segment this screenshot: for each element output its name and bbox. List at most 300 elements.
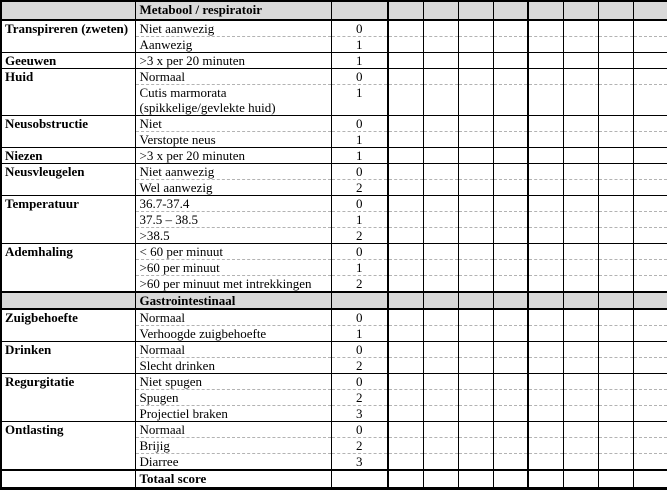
score-entry-cell: [563, 454, 598, 471]
score-entry-cell: [388, 454, 423, 471]
criterion-row: [1, 244, 667, 260]
criterion-score-value: 2: [331, 180, 388, 196]
score-entry-cell: [598, 390, 633, 406]
score-entry-cell: [388, 326, 423, 342]
score-entry-cell: [598, 20, 633, 37]
score-entry-cell: [423, 69, 458, 85]
score-entry-cell: [598, 438, 633, 454]
score-entry-cell: [633, 69, 667, 85]
score-entry-cell: [528, 20, 563, 37]
criterion-description: 36.7-37.4: [135, 196, 331, 212]
section-header-score-cell: [331, 1, 388, 20]
score-entry-cell: [633, 276, 667, 293]
section-header-title: Gastrointestinaal: [135, 292, 331, 309]
score-table-body: [1, 1, 667, 488]
score-entry-cell: [388, 390, 423, 406]
score-entry-cell: [458, 358, 493, 374]
score-entry-cell: [563, 228, 598, 244]
score-entry-cell: [423, 20, 458, 37]
score-entry-cell: [598, 454, 633, 471]
score-entry-cell: [493, 148, 528, 164]
criterion-score-value: 0: [331, 164, 388, 180]
score-entry-cell: [423, 276, 458, 293]
score-entry-cell: [493, 374, 528, 390]
score-entry-cell: [458, 85, 493, 116]
score-entry-cell: [458, 53, 493, 69]
criterion-row: [1, 342, 667, 358]
score-entry-cell: [388, 422, 423, 438]
score-entry-cell: [458, 69, 493, 85]
criterion-row: [1, 422, 667, 438]
score-entry-cell: [458, 116, 493, 132]
criterion-score-value: 3: [331, 406, 388, 422]
total-entry-cell: [528, 470, 563, 488]
score-entry-cell: [493, 244, 528, 260]
score-entry-cell: [423, 53, 458, 69]
score-entry-cell: [493, 260, 528, 276]
criterion-score-value: 1: [331, 85, 388, 116]
score-entry-cell: [458, 276, 493, 293]
score-entry-cell: [598, 326, 633, 342]
criterion-score-value: 0: [331, 116, 388, 132]
score-entry-cell: [633, 228, 667, 244]
score-entry-cell: [388, 85, 423, 116]
score-entry-cell: [633, 212, 667, 228]
criterion-score-value: 1: [331, 37, 388, 53]
score-entry-cell: [598, 196, 633, 212]
criterion-description: Brijig: [135, 438, 331, 454]
section-header-entry-cell: [423, 1, 458, 20]
score-entry-cell: [598, 244, 633, 260]
criterion-description: Normaal: [135, 342, 331, 358]
score-entry-cell: [493, 228, 528, 244]
score-entry-cell: [633, 358, 667, 374]
score-entry-cell: [528, 85, 563, 116]
section-header-entry-cell: [388, 1, 423, 20]
criterion-row: [1, 148, 667, 164]
criterion-row: [1, 53, 667, 69]
criterion-description: Slecht drinken: [135, 358, 331, 374]
score-entry-cell: [493, 326, 528, 342]
score-entry-cell: [633, 374, 667, 390]
score-entry-cell: [633, 132, 667, 148]
score-entry-cell: [633, 148, 667, 164]
score-entry-cell: [423, 454, 458, 471]
score-entry-cell: [423, 228, 458, 244]
criterion-label: Zuigbehoefte: [1, 309, 135, 342]
criterion-description: Diarree: [135, 454, 331, 471]
score-entry-cell: [458, 422, 493, 438]
total-entry-cell: [458, 470, 493, 488]
score-entry-cell: [493, 406, 528, 422]
score-entry-cell: [563, 390, 598, 406]
criterion-row: [1, 20, 667, 37]
score-entry-cell: [458, 148, 493, 164]
criterion-label: Drinken: [1, 342, 135, 374]
score-entry-cell: [423, 309, 458, 326]
score-entry-cell: [598, 37, 633, 53]
score-entry-cell: [458, 228, 493, 244]
score-entry-cell: [598, 374, 633, 390]
criterion-score-value: 0: [331, 422, 388, 438]
score-entry-cell: [528, 438, 563, 454]
section-header-spacer-cell: [1, 1, 135, 20]
score-entry-cell: [458, 309, 493, 326]
score-entry-cell: [563, 309, 598, 326]
section-header-score-cell: [331, 292, 388, 309]
score-entry-cell: [633, 53, 667, 69]
score-entry-cell: [528, 116, 563, 132]
criterion-score-value: 2: [331, 358, 388, 374]
section-header-entry-cell: [423, 292, 458, 309]
score-entry-cell: [493, 196, 528, 212]
score-entry-cell: [633, 454, 667, 471]
score-entry-cell: [423, 244, 458, 260]
criterion-description: >60 per minuut met intrekkingen: [135, 276, 331, 293]
criterion-label: Transpireren (zweten): [1, 20, 135, 53]
score-entry-cell: [388, 438, 423, 454]
criterion-description: Spugen: [135, 390, 331, 406]
score-entry-cell: [458, 164, 493, 180]
criterion-description: Niet aanwezig: [135, 164, 331, 180]
score-entry-cell: [528, 196, 563, 212]
score-entry-cell: [493, 422, 528, 438]
score-entry-cell: [423, 212, 458, 228]
criterion-row: [1, 164, 667, 180]
score-entry-cell: [563, 212, 598, 228]
score-entry-cell: [493, 342, 528, 358]
criterion-score-value: 2: [331, 228, 388, 244]
score-entry-cell: [493, 454, 528, 471]
score-entry-cell: [528, 37, 563, 53]
score-entry-cell: [528, 406, 563, 422]
score-entry-cell: [423, 116, 458, 132]
total-entry-cell: [598, 470, 633, 488]
score-entry-cell: [458, 390, 493, 406]
score-entry-cell: [598, 69, 633, 85]
score-entry-cell: [493, 390, 528, 406]
criterion-description: Normaal: [135, 69, 331, 85]
score-entry-cell: [388, 342, 423, 358]
score-entry-cell: [633, 438, 667, 454]
score-entry-cell: [388, 53, 423, 69]
criterion-description: Wel aanwezig: [135, 180, 331, 196]
criterion-score-value: 1: [331, 260, 388, 276]
score-entry-cell: [563, 438, 598, 454]
criterion-score-value: 0: [331, 374, 388, 390]
criterion-description: Normaal: [135, 309, 331, 326]
section-header-entry-cell: [528, 292, 563, 309]
criterion-description: >38.5: [135, 228, 331, 244]
score-entry-cell: [388, 309, 423, 326]
score-entry-cell: [633, 20, 667, 37]
score-entry-cell: [563, 37, 598, 53]
section-header-entry-cell: [563, 1, 598, 20]
score-entry-cell: [528, 422, 563, 438]
score-entry-cell: [528, 342, 563, 358]
score-entry-cell: [388, 37, 423, 53]
score-entry-cell: [423, 196, 458, 212]
section-header-title: Metabool / respiratoir: [135, 1, 331, 20]
score-entry-cell: [458, 20, 493, 37]
score-entry-cell: [458, 132, 493, 148]
score-entry-cell: [493, 212, 528, 228]
score-entry-cell: [458, 374, 493, 390]
score-entry-cell: [633, 342, 667, 358]
score-entry-cell: [458, 260, 493, 276]
score-entry-cell: [563, 244, 598, 260]
score-entry-cell: [388, 164, 423, 180]
score-entry-cell: [598, 132, 633, 148]
score-entry-cell: [633, 326, 667, 342]
score-entry-cell: [563, 406, 598, 422]
score-entry-cell: [388, 244, 423, 260]
score-entry-cell: [528, 390, 563, 406]
score-entry-cell: [598, 116, 633, 132]
score-entry-cell: [423, 422, 458, 438]
score-entry-cell: [563, 260, 598, 276]
criterion-description: < 60 per minuut: [135, 244, 331, 260]
criterion-label: Huid: [1, 69, 135, 116]
score-entry-cell: [388, 196, 423, 212]
score-entry-cell: [493, 69, 528, 85]
score-entry-cell: [493, 180, 528, 196]
score-entry-cell: [563, 132, 598, 148]
criterion-description: Verstopte neus: [135, 132, 331, 148]
total-entry-cell: [493, 470, 528, 488]
criterion-description: Niet: [135, 116, 331, 132]
score-entry-cell: [458, 326, 493, 342]
score-entry-cell: [423, 37, 458, 53]
score-entry-cell: [388, 116, 423, 132]
criterion-description: Projectiel braken: [135, 406, 331, 422]
score-entry-cell: [458, 180, 493, 196]
score-entry-cell: [423, 132, 458, 148]
score-entry-cell: [528, 164, 563, 180]
criterion-score-value: 2: [331, 390, 388, 406]
criterion-label: Ontlasting: [1, 422, 135, 471]
section-header-entry-cell: [633, 1, 667, 20]
total-entry-cell: [388, 470, 423, 488]
criterion-score-value: 3: [331, 454, 388, 471]
score-entry-cell: [423, 148, 458, 164]
score-entry-cell: [388, 69, 423, 85]
score-entry-cell: [423, 438, 458, 454]
score-entry-cell: [458, 406, 493, 422]
score-entry-cell: [493, 132, 528, 148]
total-row-spacer-cell: [1, 470, 135, 488]
score-entry-cell: [528, 358, 563, 374]
score-entry-cell: [493, 438, 528, 454]
score-entry-cell: [423, 406, 458, 422]
score-entry-cell: [423, 85, 458, 116]
total-score-label: Totaal score: [135, 470, 331, 488]
score-entry-cell: [423, 390, 458, 406]
score-entry-cell: [458, 212, 493, 228]
section-header-entry-cell: [493, 292, 528, 309]
score-entry-cell: [458, 196, 493, 212]
score-entry-cell: [633, 164, 667, 180]
score-entry-cell: [528, 454, 563, 471]
criterion-score-value: 1: [331, 132, 388, 148]
score-entry-cell: [633, 406, 667, 422]
score-entry-cell: [563, 69, 598, 85]
score-entry-cell: [388, 374, 423, 390]
section-header-spacer-cell: [1, 292, 135, 309]
criterion-row: [1, 196, 667, 212]
score-entry-cell: [633, 390, 667, 406]
score-entry-cell: [528, 148, 563, 164]
score-entry-cell: [388, 228, 423, 244]
score-entry-cell: [598, 260, 633, 276]
score-entry-cell: [493, 85, 528, 116]
score-entry-cell: [598, 148, 633, 164]
score-entry-cell: [563, 342, 598, 358]
score-entry-cell: [528, 69, 563, 85]
score-entry-cell: [528, 212, 563, 228]
score-entry-cell: [493, 164, 528, 180]
score-entry-cell: [633, 244, 667, 260]
score-entry-cell: [598, 422, 633, 438]
score-entry-cell: [423, 374, 458, 390]
section-header-entry-cell: [563, 292, 598, 309]
score-entry-cell: [598, 342, 633, 358]
score-entry-cell: [563, 180, 598, 196]
score-entry-cell: [458, 244, 493, 260]
section-header-entry-cell: [598, 292, 633, 309]
section-header-row: [1, 1, 667, 20]
score-entry-cell: [633, 116, 667, 132]
score-entry-cell: [458, 454, 493, 471]
score-entry-cell: [598, 53, 633, 69]
score-entry-cell: [633, 85, 667, 116]
score-entry-cell: [563, 85, 598, 116]
score-entry-cell: [528, 53, 563, 69]
score-entry-cell: [563, 20, 598, 37]
score-entry-cell: [493, 20, 528, 37]
score-entry-cell: [563, 148, 598, 164]
criterion-score-value: 1: [331, 148, 388, 164]
score-entry-cell: [563, 53, 598, 69]
score-entry-cell: [528, 276, 563, 293]
criterion-score-value: 1: [331, 53, 388, 69]
score-entry-cell: [388, 180, 423, 196]
score-entry-cell: [458, 438, 493, 454]
score-entry-cell: [598, 358, 633, 374]
criterion-score-value: 0: [331, 196, 388, 212]
score-entry-cell: [563, 374, 598, 390]
score-entry-cell: [528, 326, 563, 342]
total-score-value-cell: [331, 470, 388, 488]
score-entry-cell: [493, 309, 528, 326]
criterion-score-value: 0: [331, 69, 388, 85]
criterion-description: 37.5 – 38.5: [135, 212, 331, 228]
score-entry-cell: [598, 180, 633, 196]
score-entry-cell: [563, 422, 598, 438]
section-header-entry-cell: [388, 292, 423, 309]
criterion-row: [1, 69, 667, 85]
score-entry-cell: [528, 260, 563, 276]
score-entry-cell: [528, 180, 563, 196]
total-entry-cell: [563, 470, 598, 488]
score-entry-cell: [633, 196, 667, 212]
score-entry-cell: [598, 212, 633, 228]
criterion-row: [1, 374, 667, 390]
criterion-label: Geeuwen: [1, 53, 135, 69]
score-entry-cell: [563, 326, 598, 342]
criterion-label: Neusobstructie: [1, 116, 135, 148]
score-entry-cell: [388, 20, 423, 37]
score-entry-cell: [388, 406, 423, 422]
score-entry-cell: [388, 148, 423, 164]
criterion-label: Niezen: [1, 148, 135, 164]
criterion-description: Aanwezig: [135, 37, 331, 53]
criterion-description: Cutis marmorata (spikkelige/gevlekte huid): [135, 85, 331, 116]
score-entry-cell: [493, 276, 528, 293]
score-entry-cell: [598, 309, 633, 326]
criterion-score-value: 0: [331, 244, 388, 260]
criterion-score-value: 1: [331, 326, 388, 342]
score-entry-cell: [423, 342, 458, 358]
score-entry-cell: [493, 116, 528, 132]
section-header-entry-cell: [598, 1, 633, 20]
section-header-entry-cell: [493, 1, 528, 20]
score-entry-cell: [563, 116, 598, 132]
criterion-row: [1, 309, 667, 326]
criterion-score-value: 2: [331, 276, 388, 293]
score-entry-cell: [493, 53, 528, 69]
score-entry-cell: [528, 228, 563, 244]
score-entry-cell: [528, 309, 563, 326]
criterion-label: Temperatuur: [1, 196, 135, 244]
criterion-score-value: 0: [331, 309, 388, 326]
score-entry-cell: [423, 164, 458, 180]
score-entry-cell: [423, 358, 458, 374]
score-entry-cell: [423, 180, 458, 196]
total-score-row: [1, 470, 667, 488]
section-header-entry-cell: [458, 1, 493, 20]
score-entry-cell: [633, 260, 667, 276]
section-header-row: [1, 292, 667, 309]
score-entry-cell: [633, 309, 667, 326]
score-entry-cell: [633, 180, 667, 196]
criterion-label: Neusvleugelen: [1, 164, 135, 196]
score-entry-cell: [563, 164, 598, 180]
section-header-entry-cell: [528, 1, 563, 20]
score-entry-cell: [423, 326, 458, 342]
section-header-entry-cell: [458, 292, 493, 309]
criterion-score-value: 2: [331, 438, 388, 454]
score-entry-cell: [458, 342, 493, 358]
score-entry-cell: [563, 196, 598, 212]
score-entry-cell: [528, 244, 563, 260]
score-entry-cell: [528, 132, 563, 148]
score-entry-cell: [388, 132, 423, 148]
score-entry-cell: [388, 276, 423, 293]
score-entry-cell: [388, 260, 423, 276]
score-entry-cell: [388, 212, 423, 228]
total-entry-cell: [423, 470, 458, 488]
criterion-score-value: 0: [331, 20, 388, 37]
score-entry-cell: [598, 406, 633, 422]
criterion-score-value: 0: [331, 342, 388, 358]
criterion-row: [1, 116, 667, 132]
criterion-description: >3 x per 20 minuten: [135, 148, 331, 164]
criterion-description: Normaal: [135, 422, 331, 438]
criterion-description: Niet aanwezig: [135, 20, 331, 37]
criterion-label: Ademhaling: [1, 244, 135, 293]
criterion-description: Verhoogde zuigbehoefte: [135, 326, 331, 342]
